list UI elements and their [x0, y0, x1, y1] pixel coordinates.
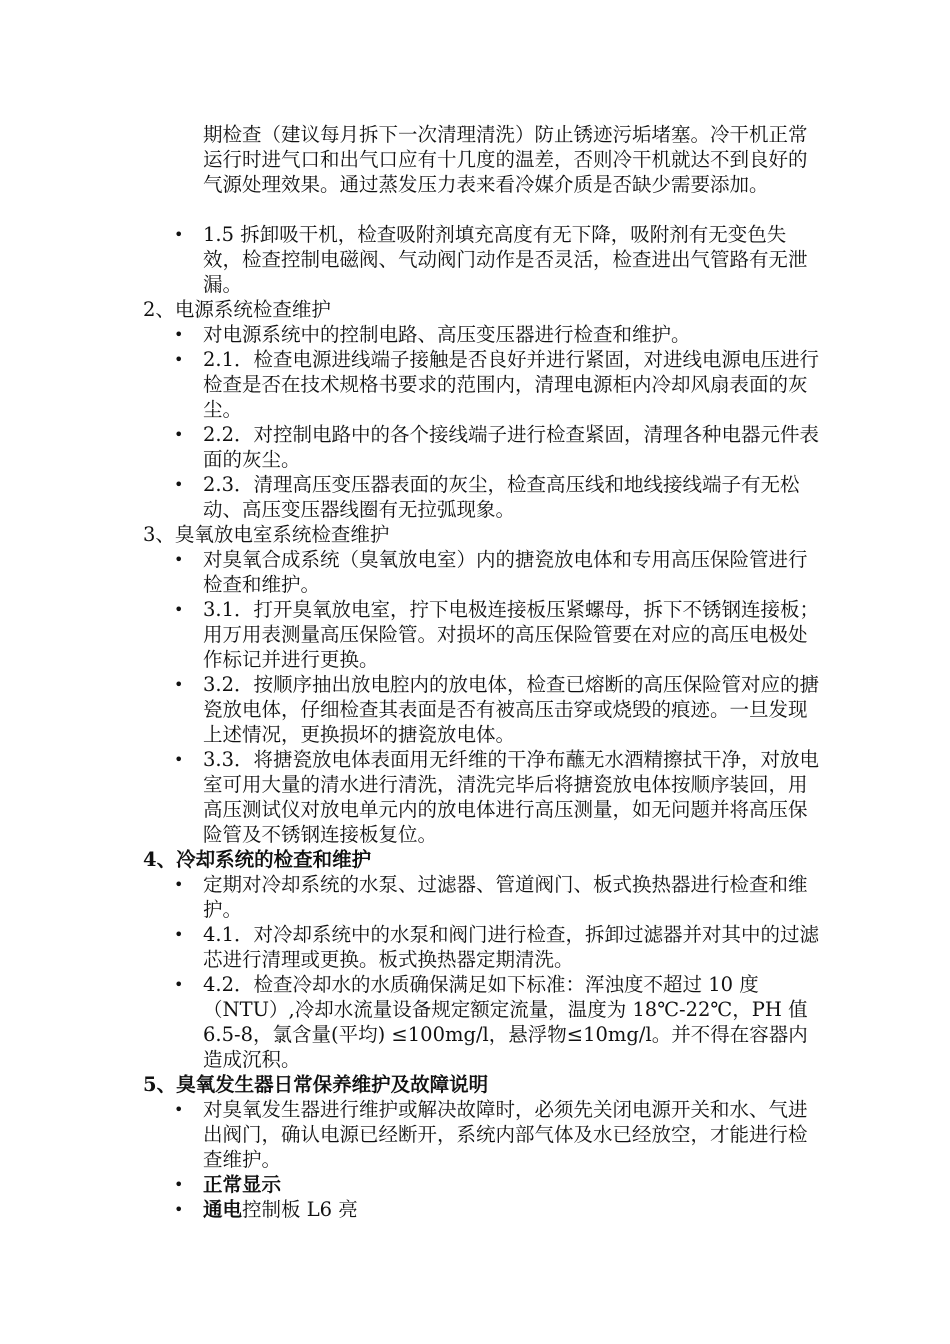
bullet-icon: •: [174, 875, 184, 894]
list-item: 2.2．对控制电路中的各个接线端子进行检查紧固，清理各种电器元件表面的灰尘。: [203, 423, 820, 471]
section-heading: 2、电源系统检查维护: [143, 298, 331, 321]
bullet-icon: •: [174, 1200, 184, 1219]
list-item: 3.2．按顺序抽出放电腔内的放电体，检查已熔断的高压保险管对应的搪瓷放电体，仔细检查其表面是否有被高压击穿或烧毁的痕迹。一旦发现上述情况，更换损坏的搪瓷放电体。: [203, 673, 820, 746]
bullet-icon: •: [174, 475, 184, 494]
list-item: 对臭氧发生器进行维护或解决故障时，必须先关闭电源开关和水、气进出阀门，确认电源已经断开，系统内部气体及水已经放空，才能进行检查维护。: [203, 1098, 808, 1171]
bullet-icon: •: [174, 1175, 184, 1194]
section-heading: 4、冷却系统的检查和维护: [143, 848, 372, 871]
bullet-icon: •: [174, 1100, 184, 1119]
bullet-icon: •: [174, 925, 184, 944]
bullet-icon: •: [174, 325, 184, 344]
section-heading: 3、臭氧放电室系统检查维护: [143, 523, 390, 546]
bullet-icon: •: [174, 975, 184, 994]
list-item: [203, 1197, 823, 1222]
list-item: 对臭氧合成系统（臭氧放电室）内的搪瓷放电体和专用高压保险管进行检查和维护。: [203, 548, 808, 596]
bullet-icon: •: [174, 600, 184, 619]
list-item: 定期对冷却系统的水泵、过滤器、管道阀门、板式换热器进行检查和维护。: [203, 873, 808, 921]
section-heading: 5、臭氧发生器日常保养维护及故障说明: [143, 1073, 489, 1096]
list-item: 4.1．对冷却系统中的水泵和阀门进行检查，拆卸过滤器并对其中的过滤芯进行清理或更换。板式换热器定期清洗。: [203, 923, 820, 971]
list-item: 3.3．将搪瓷放电体表面用无纤维的干净布蘸无水酒精擦拭干净，对放电室可用大量的清水进行清洗，清洗完毕后将搪瓷放电体按顺序装回，用高压测试仪对放电单元内的放电体进行高压测量，如无问题并将高压保险管及不锈钢连接板复位。: [203, 748, 820, 846]
bullet-icon: •: [174, 425, 184, 444]
list-item: 2.1．检查电源进线端子接触是否良好并进行紧固，对进线电源电压进行检查是否在技术规格书要求的范围内，清理电源柜内冷却风扇表面的灰尘。: [203, 348, 820, 421]
bullet-icon: •: [174, 225, 184, 244]
bullet-icon: •: [174, 550, 184, 569]
bullet-icon: •: [174, 750, 184, 769]
list-item: 正常显示: [203, 1173, 282, 1196]
list-item: 3.1．打开臭氧放电室，拧下电极连接板压紧螺母，拆下不锈钢连接板；用万用表测量高压保险管。对损坏的高压保险管要在对应的高压电极处作标记并进行更换。: [203, 598, 820, 671]
bold-prefix: 通电: [203, 1198, 243, 1221]
bullet-icon: •: [174, 675, 184, 694]
bullet-icon: •: [174, 350, 184, 369]
list-item: 2.3．清理高压变压器表面的灰尘，检查高压线和地线接线端子有无松动、高压变压器线圈有无拉弧现象。: [203, 473, 800, 521]
list-item: 4.2．检查冷却水的水质确保满足如下标准：浑浊度不超过 10 度（NTU）,冷却水流量设备规定额定流量，温度为 18℃-22℃，PH 值 6.5-8，氯含量(平均) ≤100mg/l，悬浮物≤10mg/l。并不得在容器内造成沉积。: [203, 973, 808, 1071]
item-text: 控制板 L6 亮: [242, 1198, 358, 1221]
continued-paragraph: 期检查（建议每月拆下一次清理清洗）防止锈迹污垢堵塞。冷干机正常运行时进气口和出气口应有十几度的温差，否则冷干机就达不到良好的气源处理效果。通过蒸发压力表来看冷媒介质是否缺少需要添加。: [203, 123, 808, 196]
list-item: 1.5 拆卸吸干机，检查吸附剂填充高度有无下降，吸附剂有无变色失效，检查控制电磁阀、气动阀门动作是否灵活，检查进出气管路有无泄漏。: [203, 223, 808, 296]
list-item: 对电源系统中的控制电路、高压变压器进行检查和维护。: [203, 323, 691, 346]
